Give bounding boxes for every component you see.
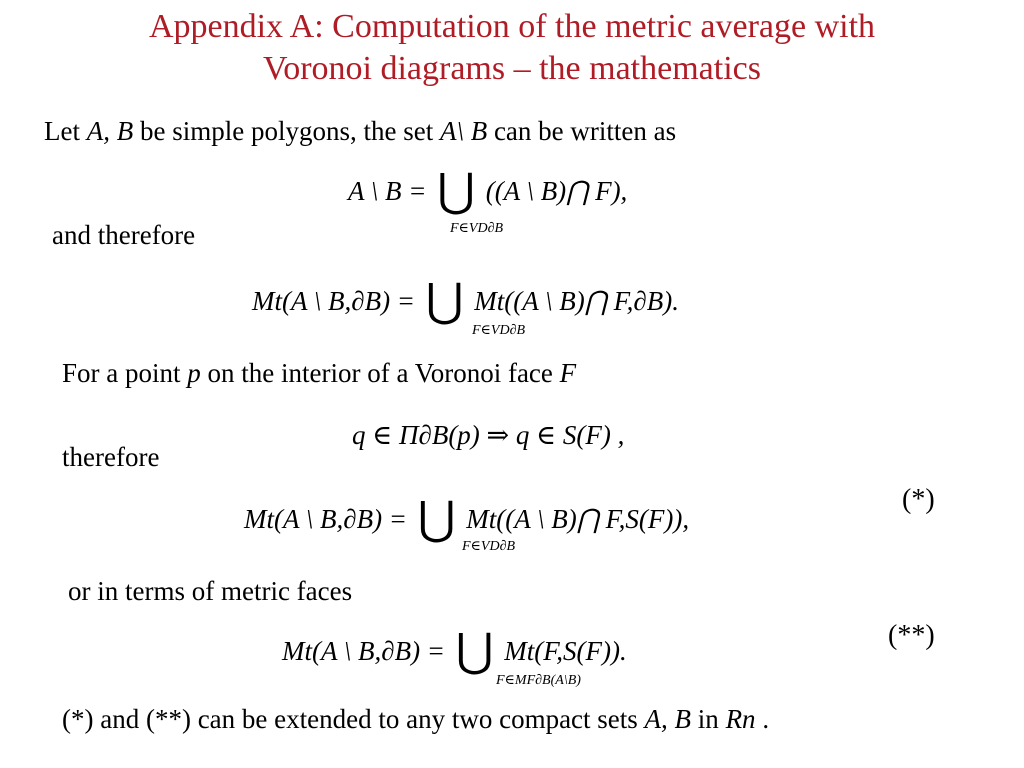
title-line-1: Appendix A: Computation of the metric average with <box>148 8 876 45</box>
eq5-union-index: F∈MF∂B(A\B) <box>496 673 581 688</box>
voronoi-face-sentence <box>62 358 576 389</box>
eq4-tag: (*) <box>902 484 935 515</box>
page-title <box>0 6 1024 90</box>
para2-point-p: p <box>187 358 201 388</box>
eq2-lhs: Mt(A \ B,∂B) = <box>252 286 416 316</box>
footer-text-1: (*) and (**) can be extended to any two compact sets <box>62 704 645 734</box>
eq4-lhs: Mt(A \ B,∂B) = <box>244 504 408 534</box>
eq1-union-index: F∈VD∂B <box>450 221 504 236</box>
footer-sets-ab: A, B <box>644 704 692 734</box>
intro-set-difference: A\ B <box>439 116 488 146</box>
eq1-union-symbol: ⋃ <box>437 165 475 216</box>
title-line-2: Voronoi diagrams – the mathematics <box>263 50 761 87</box>
para2-text-1: For a point <box>62 358 188 388</box>
eq5-rhs: Mt(F,S(F)). <box>504 636 627 666</box>
para2-text-2: on the interior of a Voronoi face <box>200 358 560 388</box>
footer-text-2: in <box>691 704 726 734</box>
footer-space-rn: Rn <box>725 704 756 734</box>
eq4-union-symbol: ⋃ <box>417 493 456 544</box>
eq1-rhs: ((A \ B)⋂ F), <box>485 176 628 206</box>
eq2-union-index: F∈VD∂B <box>472 323 526 338</box>
intro-text-1: Let <box>44 116 87 146</box>
eq5-union-symbol: ⋃ <box>455 625 494 676</box>
equation-5 <box>282 622 627 676</box>
eq4-rhs: Mt((A \ B)⋂ F,S(F)), <box>466 504 690 534</box>
equation-3: q ∈ Π∂B(p) ⇒ q ∈ S(F) , <box>352 420 625 450</box>
intro-sets-ab: A, B <box>86 116 134 146</box>
eq1-lhs: A \ B = <box>348 176 427 206</box>
therefore-text: therefore <box>62 442 160 472</box>
intro-sentence <box>44 116 676 147</box>
intro-text-3: can be written as <box>487 116 677 146</box>
eq2-rhs: Mt((A \ B)⋂ F,∂B). <box>474 286 679 316</box>
para2-face-f: F <box>559 358 577 388</box>
and-therefore-text: and therefore <box>52 220 196 250</box>
eq4-union-index: F∈VD∂B <box>462 539 516 554</box>
equation-4 <box>244 490 690 544</box>
eq5-lhs: Mt(A \ B,∂B) = <box>282 636 446 666</box>
intro-text-2: be simple polygons, the set <box>133 116 440 146</box>
footer-sentence <box>62 704 769 735</box>
footer-text-3: . <box>755 704 770 734</box>
metric-faces-text: or in terms of metric faces <box>68 576 353 606</box>
eq2-union-symbol: ⋃ <box>425 275 464 326</box>
eq5-tag: (**) <box>888 620 935 651</box>
equation-2 <box>252 272 679 326</box>
equation-1 <box>348 162 628 216</box>
